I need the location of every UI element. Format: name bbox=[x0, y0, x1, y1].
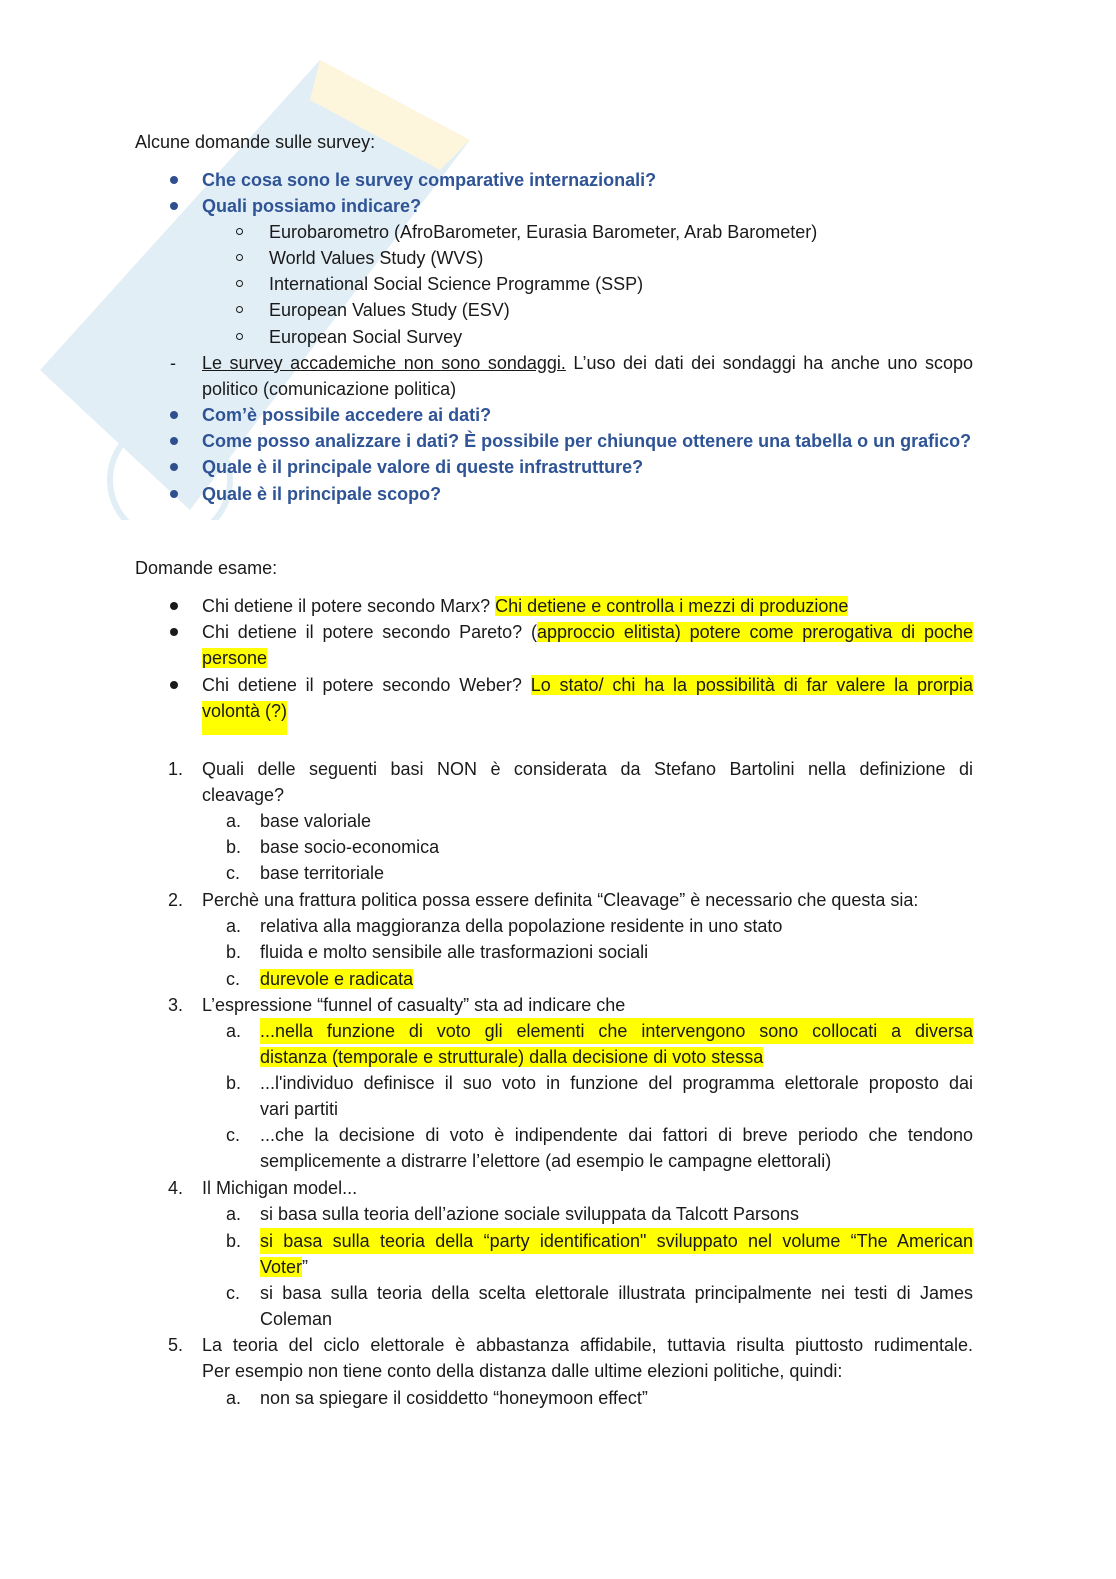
q1-option-b: base socio-economica bbox=[260, 837, 440, 857]
survey-question-4: Come posso analizzare i dati? È possibile per chiunque ottenere una tabella o un grafico? bbox=[202, 431, 972, 451]
q2-option-a: relativa alla maggioranza della popolazione residente in uno stato bbox=[260, 916, 783, 936]
statement-rest: L’uso dei dati dei sondaggi ha anche uno scopo bbox=[565, 353, 973, 373]
option-letter: c. bbox=[226, 863, 241, 883]
pareto-answer-highlight: persone bbox=[202, 648, 268, 668]
q4-option-c-line-1: si basa sulla teoria della scelta elettorale illustrata principalmente nei testi di James bbox=[260, 1283, 973, 1303]
survey-sub-item: European Social Survey bbox=[269, 327, 463, 347]
survey-dash-line-2: politico (comunicazione politica) bbox=[202, 379, 457, 399]
q3-option-a-line-2 bbox=[260, 1044, 763, 1070]
q4-option-b-line-2 bbox=[260, 1254, 308, 1280]
q4-option-c-line-2: Coleman bbox=[260, 1309, 333, 1329]
q3-option-b-line-2: vari partiti bbox=[260, 1099, 339, 1119]
option-letter: a. bbox=[226, 916, 242, 936]
q4-option-a: si basa sulla teoria dell’azione sociale sviluppata da Talcott Parsons bbox=[260, 1204, 799, 1224]
survey-question-1: Che cosa sono le survey comparative internazionali? bbox=[202, 170, 657, 190]
q4-text-line-1: Il Michigan model... bbox=[202, 1178, 358, 1198]
exam-bullet-pareto bbox=[202, 619, 973, 645]
q3-option-b-line-1: ...l'individuo definisce il suo voto in funzione del programma elettorale proposto dai bbox=[260, 1073, 973, 1093]
weber-answer-line-2 bbox=[202, 698, 287, 724]
weber-answer-highlight: volontà (?) bbox=[202, 701, 287, 735]
option-letter: c. bbox=[226, 969, 241, 989]
survey-question-5: Quale è il principale valore di queste infrastrutture? bbox=[202, 457, 644, 477]
question-number: 2. bbox=[168, 890, 184, 910]
exam-bullet-weber bbox=[202, 672, 973, 698]
q3-option-c-line-1: ...che la decisione di voto è indipendente dai fattori di breve periodo che tendono bbox=[260, 1125, 973, 1145]
bullet-dot-icon bbox=[170, 490, 178, 498]
survey-sub-item: Eurobarometro (AfroBarometer, Eurasia Barometer, Arab Barometer) bbox=[269, 222, 818, 242]
marx-answer-highlight: Chi detiene e controlla i mezzi di produzione bbox=[495, 596, 849, 616]
circle-bullet-icon bbox=[236, 228, 243, 235]
marx-question: Chi detiene il potere secondo Marx? bbox=[202, 596, 496, 616]
pareto-answer-highlight: approccio elitista) potere come prerogativa di poche bbox=[536, 622, 973, 642]
option-letter: b. bbox=[226, 837, 242, 857]
option-letter: a. bbox=[226, 1021, 242, 1041]
q4-answer-highlight: Voter bbox=[260, 1257, 303, 1277]
q1-option-c: base territoriale bbox=[260, 863, 385, 883]
bullet-dot-icon bbox=[170, 628, 178, 636]
q1-text-line-2: cleavage? bbox=[202, 785, 285, 805]
pareto-answer-line-2 bbox=[202, 645, 267, 671]
q5-text-line-2: Per esempio non tiene conto della distanza dalle ultime elezioni politiche, quindi: bbox=[202, 1361, 843, 1381]
survey-sub-item: International Social Science Programme (SSP) bbox=[269, 274, 644, 294]
bullet-dot-icon bbox=[170, 463, 178, 471]
survey-question-2: Quali possiamo indicare? bbox=[202, 196, 422, 216]
q4-closing-quote: ” bbox=[302, 1257, 309, 1277]
exam-heading: Domande esame: bbox=[135, 558, 278, 578]
bullet-dot-icon bbox=[170, 602, 178, 610]
q1-text-line-1: Quali delle seguenti basi NON è considerata da Stefano Bartolini nella definizione di bbox=[202, 759, 973, 779]
bullet-dot-icon bbox=[170, 437, 178, 445]
q1-option-a: base valoriale bbox=[260, 811, 372, 831]
circle-bullet-icon bbox=[236, 333, 243, 340]
option-letter: a. bbox=[226, 1388, 242, 1408]
underlined-statement: Le survey accademiche non sono sondaggi. bbox=[202, 353, 566, 373]
q3-option-a-line-1: ...nella funzione di voto gli elementi che intervengono sono collocati a diversa bbox=[260, 1018, 973, 1044]
circle-bullet-icon bbox=[236, 280, 243, 287]
survey-question-3: Com’è possibile accedere ai dati? bbox=[202, 405, 492, 425]
q2-answer-highlight: durevole e radicata bbox=[260, 969, 414, 989]
bullet-dot-icon bbox=[170, 202, 178, 210]
option-letter: a. bbox=[226, 811, 242, 831]
weber-answer-highlight: Lo stato/ chi ha la possibilità di far valere la prorpia bbox=[530, 675, 974, 695]
question-number: 1. bbox=[168, 759, 184, 779]
q3-text-line-1: L’espressione “funnel of casualty” sta ad indicare che bbox=[202, 995, 626, 1015]
weber-question: Chi detiene il potere secondo Weber? bbox=[202, 675, 531, 695]
q4-option-b-line-1: si basa sulla teoria della “party identification" sviluppato nel volume “The American bbox=[260, 1228, 973, 1254]
q2-text-line-1: Perchè una frattura politica possa essere definita “Cleavage” è necessario che questa sia: bbox=[202, 890, 919, 910]
option-letter: b. bbox=[226, 1231, 242, 1251]
bullet-dot-icon bbox=[170, 176, 178, 184]
option-letter: b. bbox=[226, 942, 242, 962]
question-number: 3. bbox=[168, 995, 184, 1015]
option-letter: b. bbox=[226, 1073, 242, 1093]
circle-bullet-icon bbox=[236, 306, 243, 313]
bullet-dot-icon bbox=[170, 411, 178, 419]
question-number: 4. bbox=[168, 1178, 184, 1198]
option-letter: c. bbox=[226, 1283, 241, 1303]
question-number: 5. bbox=[168, 1335, 184, 1355]
survey-sub-item: European Values Study (ESV) bbox=[269, 300, 510, 320]
survey-dash-line-1 bbox=[202, 350, 973, 376]
survey-sub-item: World Values Study (WVS) bbox=[269, 248, 484, 268]
pareto-question: Chi detiene il potere secondo Pareto? ( bbox=[202, 622, 537, 642]
exam-bullet-marx bbox=[202, 593, 848, 619]
survey-question-6: Quale è il principale scopo? bbox=[202, 484, 442, 504]
q3-option-c-line-2: semplicemente a distrarre l’elettore (ad esempio le campagne elettorali) bbox=[260, 1151, 832, 1171]
circle-bullet-icon bbox=[236, 254, 243, 261]
q2-option-b: fluida e molto sensibile alle trasformazioni sociali bbox=[260, 942, 649, 962]
q2-option-c bbox=[260, 966, 413, 992]
option-letter: a. bbox=[226, 1204, 242, 1224]
q3-answer-highlight: distanza (temporale e strutturale) dalla decisione di voto stessa bbox=[260, 1047, 764, 1067]
dash-bullet: - bbox=[170, 353, 176, 373]
q5-option-a: non sa spiegare il cosiddetto “honeymoon effect” bbox=[260, 1388, 648, 1408]
survey-heading: Alcune domande sulle survey: bbox=[135, 132, 376, 152]
option-letter: c. bbox=[226, 1125, 241, 1145]
bullet-dot-icon bbox=[170, 681, 178, 689]
q5-text-line-1: La teoria del ciclo elettorale è abbastanza affidabile, tuttavia risulta piuttosto rudimentale. bbox=[202, 1335, 973, 1355]
